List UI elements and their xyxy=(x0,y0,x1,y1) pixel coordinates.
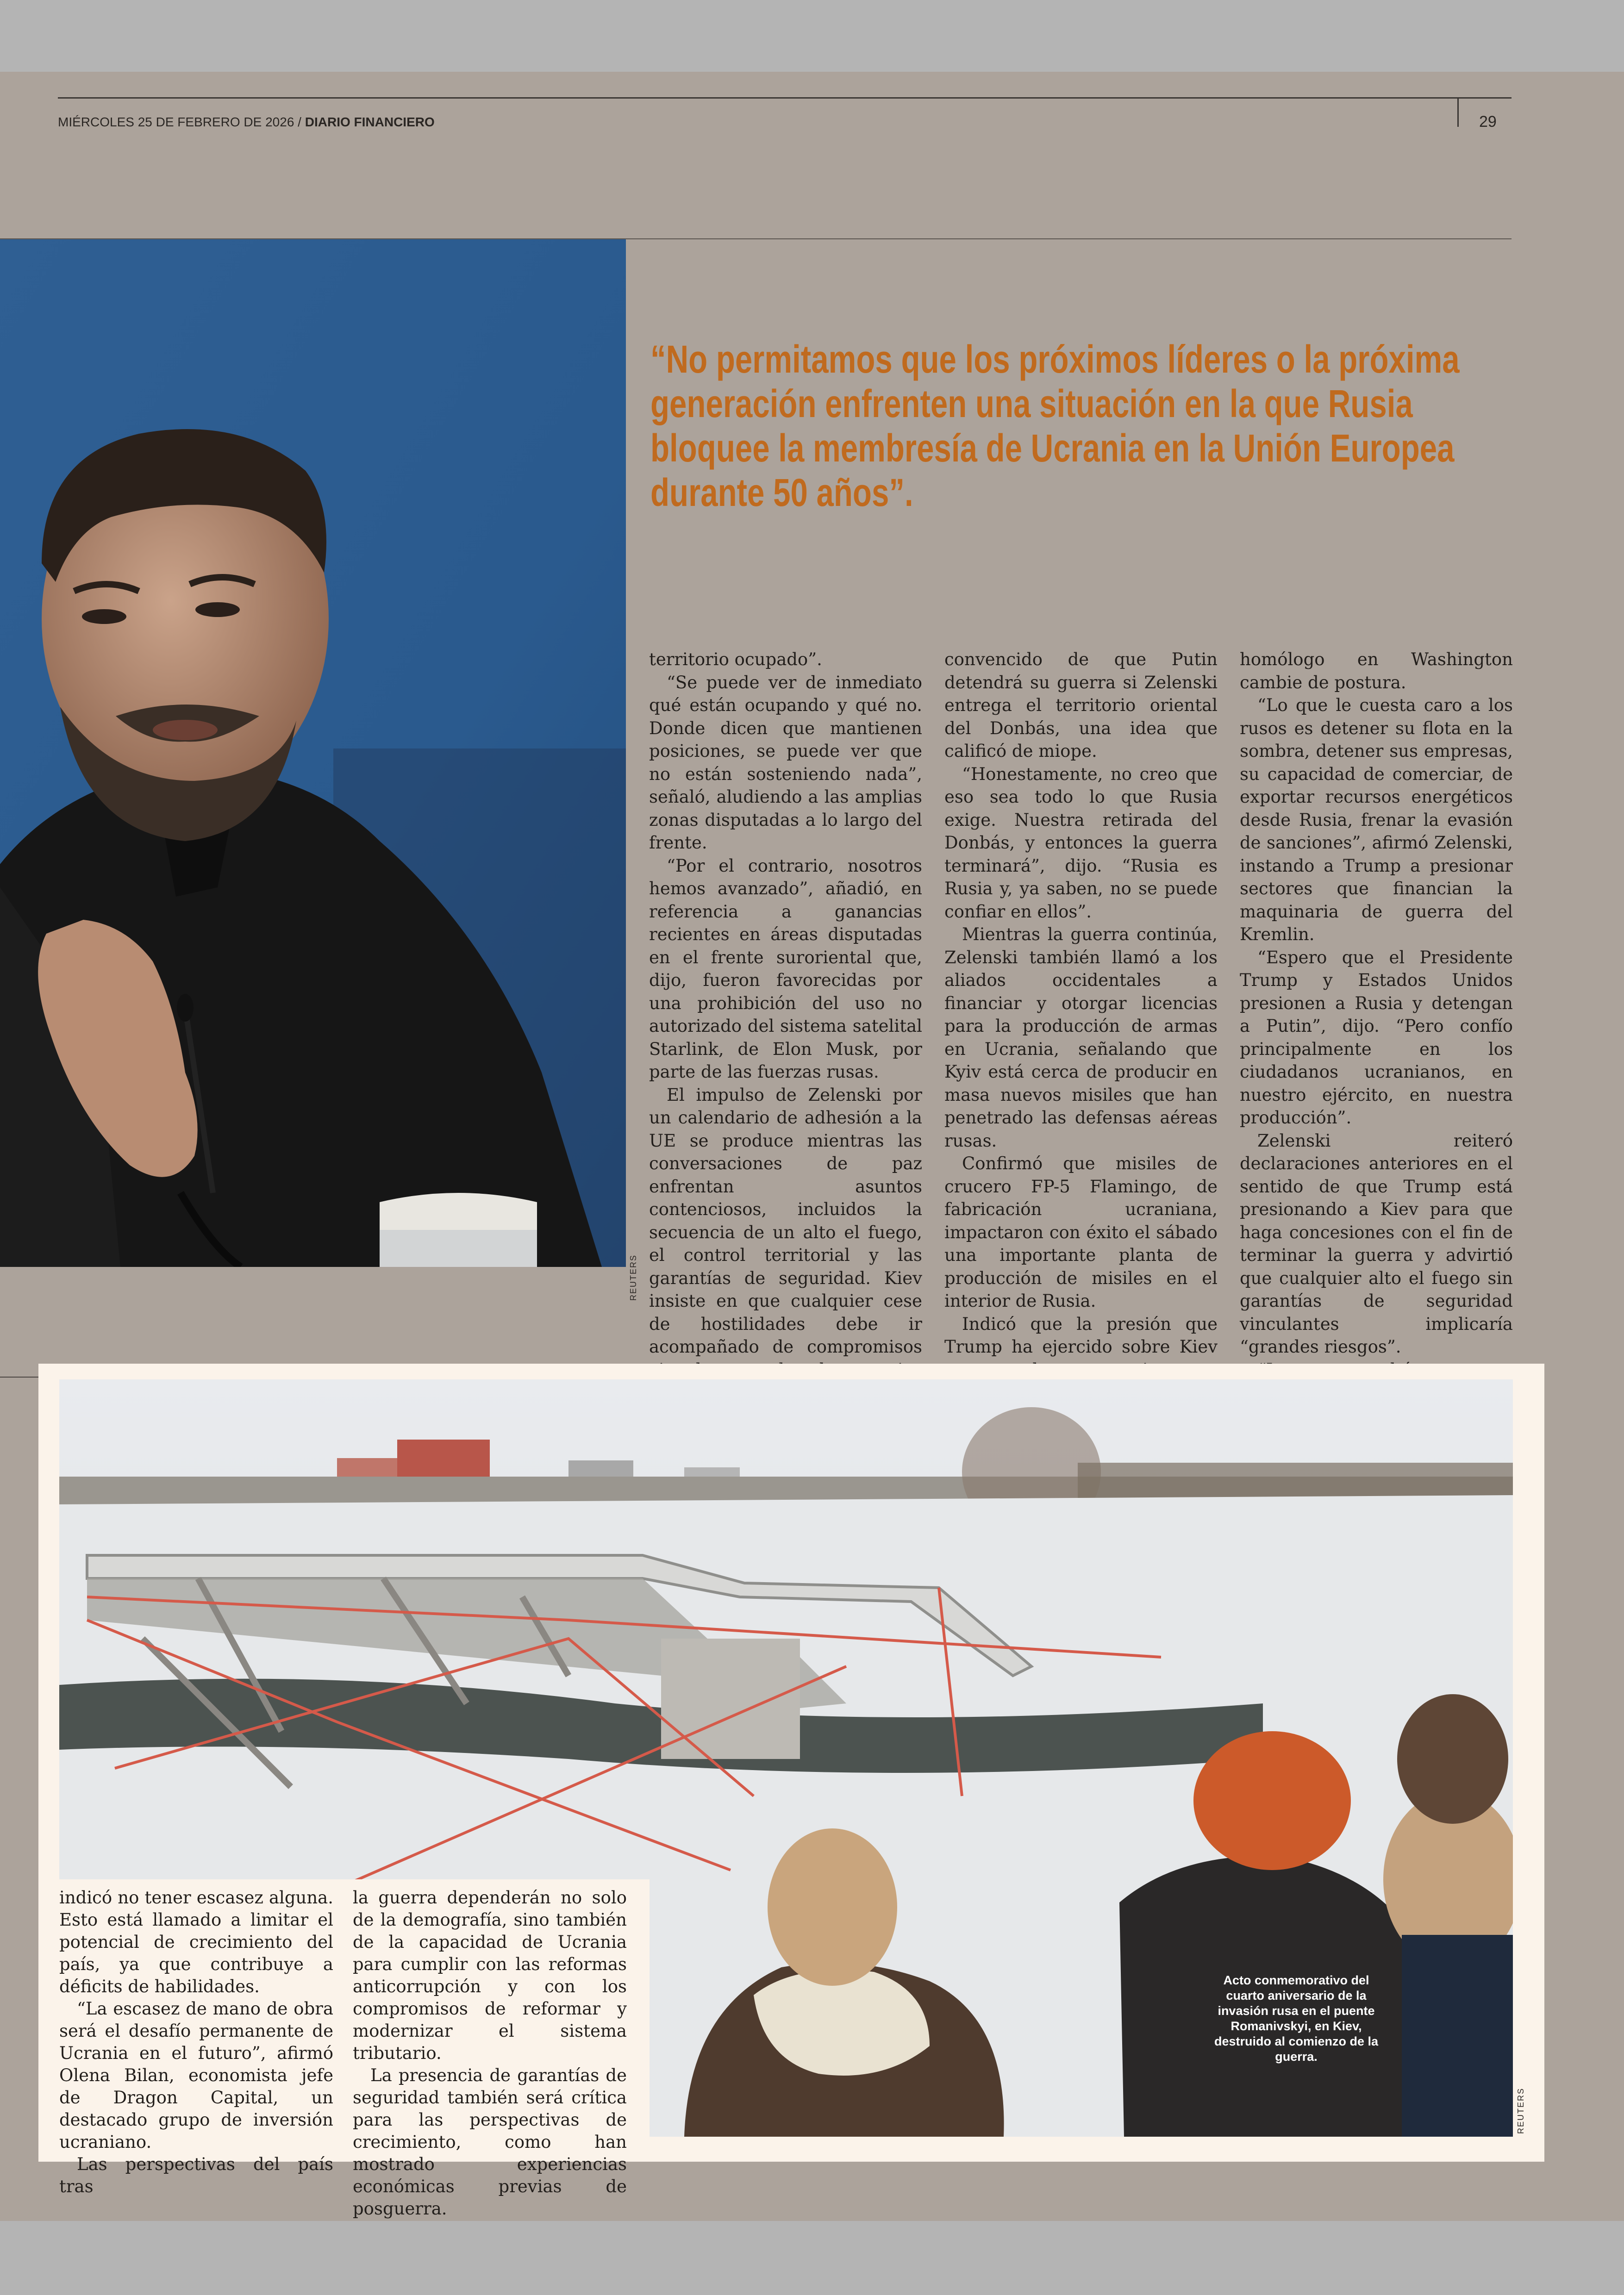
page-number: 29 xyxy=(1479,113,1497,131)
header-rule xyxy=(58,97,1512,99)
paragraph: El impulso de Zelenski por un calendario de adhesión a la UE se produce mientras las conversaciones de paz enfrentan asuntos contenciosos, incluidos la secuencia de un alto el fuego, el control territorial y las garantías de seguridad. Kiev insiste en que cualquier cese de hostilidades debe ir acompañado de compromisos xyxy=(649,1085,922,1357)
header-divider xyxy=(1457,97,1459,127)
article-column-1 xyxy=(649,648,922,1473)
photo-caption: Acto conmemorativo del cuarto aniversario de la invasión rusa en el puente Romanivskyi, en Kiev, destruido al comienzo de la guerra. xyxy=(1214,1973,1379,2064)
paragraph: la guerra dependerán no solo de la demografía, sino también de la capacidad de Ucrania para cumplir con las reformas anticorrupción y con los compromisos de reformar y modernizar el sistema tributario. xyxy=(353,1888,627,2063)
paragraph: territorio ocupado”. xyxy=(649,649,822,669)
header-date: MIÉRCOLES 25 DE FEBRERO DE 2026 / xyxy=(58,115,301,129)
article-column-2 xyxy=(944,648,1218,1473)
paragraph: Confirmó que misiles de crucero FP-5 Flamingo, de fabricación ucraniana, impactaron con éxito el sábado una importante planta de producción de misiles en el interior de Rusia. xyxy=(944,1154,1218,1311)
portrait-photo xyxy=(0,239,626,1267)
paragraph: “Se puede ver de inmediato qué están ocupando y qué no. Donde dicen que mantienen posiciones, se puede ver que no están sosteniendo nada”, señaló, aludiendo a las amplias zonas disputadas a lo largo del frente. xyxy=(649,672,922,853)
paragraph: Las perspectivas del país tras xyxy=(59,2154,333,2196)
photo-credit-bottom: REUTERS xyxy=(1516,2088,1525,2134)
paragraph: homólogo en Washington cambie de postura. xyxy=(1240,649,1513,692)
paragraph: La presencia de garantías de seguridad también será crítica para las perspectivas de crecimiento, como han mostrado experiencias económicas previas de posguerra. xyxy=(353,2065,627,2219)
paragraph: “Honestamente, no creo que eso sea todo lo que Rusia exige. Nuestra retirada del Donbás, y entonces la guerra terminará”, dijo. “Rusia es Rusia y, ya saben, no se puede confiar en ellos”. xyxy=(944,764,1218,922)
paragraph: convencido de que Putin detendrá su guerra si Zelenski entrega el territorio oriental del Donbás, una idea que calificó de miope. xyxy=(944,649,1218,761)
paragraph: indicó no tener escasez alguna. Esto está llamado a limitar el potencial de crecimiento del país, ya que contribuye a déficits de habilidades. xyxy=(59,1888,333,1996)
paragraph: “Por el contrario, nosotros hemos avanzado”, añadió, en referencia a ganancias recientes en áreas disputadas en el frente suroriental que, dijo, fueron favorecidas por una prohibición del uso no autorizado del sistema satelital Starlink, de Elon Musk, por parte de las fuerzas rusas. xyxy=(649,855,922,1082)
paragraph: Indicó que la presión que Trump ha ejercido sobre Kiev xyxy=(944,1314,1218,1357)
pull-quote: “No permitamos que los próximos líderes o la próxima generación enfrenten una situación en la que Rusia bloquee la membresía de Ucrania en la Unión Europea durante 50 años”. xyxy=(650,337,1460,514)
bottom-column-2 xyxy=(353,1887,627,2220)
header-publication: DIARIO FINANCIERO xyxy=(305,115,435,129)
paragraph: “Lo que le cuesta caro a los rusos es detener su flota en la sombra, detener sus empresas, su capacidad de comerciar, de exportar recursos energéticos desde Rusia, frenar la evasión de sanciones”, afirmó Zelenski, instando a Trump a presionar sectores que financian la maquinaria de guerra del Kremlin. xyxy=(1240,695,1513,944)
paragraph: Mientras la guerra continúa, Zelenski también llamó a los aliados occidentales a financiar y otorgar licencias para la producción de armas en Ucrania, señalando que Kyiv está cerca de producir en masa nuevos misiles que han penetrado las defensas aéreas rusas. xyxy=(944,924,1218,1151)
photo-credit-top: REUTERS xyxy=(629,1254,638,1301)
bottom-column-1 xyxy=(59,1887,333,2198)
paragraph: “Espero que el Presidente Trump y Estados Unidos presionen a Rusia y detengan a Putin”, dijo. “Pero confío principalmente en los ciudadanos ucranianos, en nuestro ejército, en nuestra producción”. xyxy=(1240,947,1513,1128)
header-dateline xyxy=(58,115,435,130)
paragraph: Zelenski reiteró declaraciones anteriores en el sentido de que Trump está presionando a Kiev para que haga concesiones con el fin de terminar la guerra y advirtió que cualquier alto el fuego sin garantías de seguridad vinculantes implicaría “grandes riesgos”. xyxy=(1240,1130,1513,1357)
paragraph: “La escasez de mano de obra será el desafío permanente de Ucrania en el futuro”, afirmó Olena Bilan, economista jefe de Dragon Capital, un destacado grupo de inversión ucraniano. xyxy=(59,1999,333,2152)
